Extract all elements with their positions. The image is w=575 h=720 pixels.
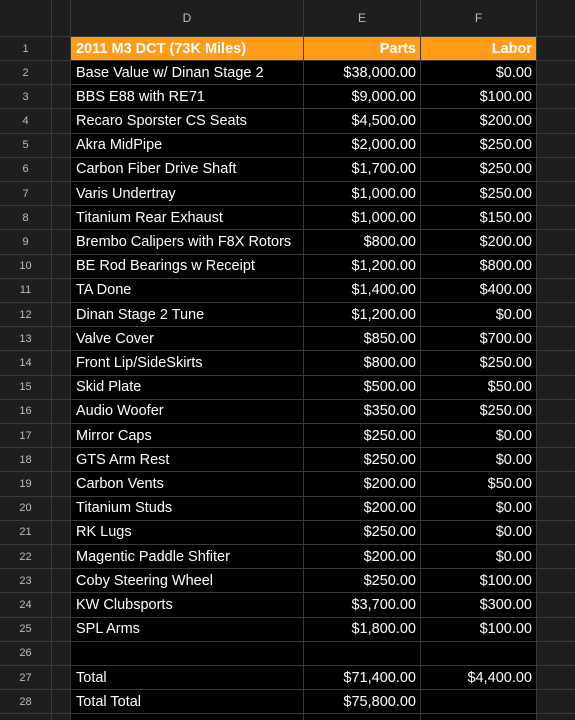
- table-row: [0, 400, 575, 424]
- table-row: [0, 327, 575, 351]
- row-number[interactable]: [0, 714, 52, 720]
- parts-cell[interactable]: $250.00: [304, 424, 421, 447]
- row-number[interactable]: 23: [0, 569, 52, 592]
- item-cell[interactable]: Total Total: [71, 690, 304, 713]
- item-cell[interactable]: SPL Arms: [71, 618, 304, 641]
- cell-c[interactable]: [52, 109, 71, 132]
- labor-cell[interactable]: $800.00: [421, 255, 537, 278]
- labor-cell[interactable]: $100.00: [421, 618, 537, 641]
- column-header-row: [0, 0, 575, 37]
- item-cell[interactable]: Base Value w/ Dinan Stage 2: [71, 61, 304, 84]
- item-cell[interactable]: Coby Steering Wheel: [71, 569, 304, 592]
- table-row: [0, 182, 575, 206]
- cell-c[interactable]: [52, 714, 71, 720]
- table-row: [0, 279, 575, 303]
- table-row: [0, 497, 575, 521]
- parts-cell[interactable]: [304, 714, 421, 720]
- row-number[interactable]: 24: [0, 593, 52, 616]
- cell-c[interactable]: [52, 327, 71, 350]
- row-number[interactable]: 16: [0, 400, 52, 423]
- parts-header-cell[interactable]: Parts: [304, 37, 421, 60]
- item-cell[interactable]: Akra MidPipe: [71, 134, 304, 157]
- table-row: [0, 255, 575, 279]
- table-row: [0, 690, 575, 714]
- item-cell[interactable]: Titanium Rear Exhaust: [71, 206, 304, 229]
- cell-c[interactable]: [52, 351, 71, 374]
- cell-g[interactable]: [537, 400, 575, 423]
- item-cell[interactable]: Magentic Paddle Shfiter: [71, 545, 304, 568]
- labor-cell[interactable]: $200.00: [421, 109, 537, 132]
- table-row: [0, 158, 575, 182]
- cell-c[interactable]: [52, 303, 71, 326]
- labor-cell[interactable]: $250.00: [421, 134, 537, 157]
- item-cell[interactable]: Front Lip/SideSkirts: [71, 351, 304, 374]
- cell-g[interactable]: [537, 618, 575, 641]
- cell-g[interactable]: [537, 714, 575, 720]
- cell-g[interactable]: [537, 593, 575, 616]
- parts-cell[interactable]: $850.00: [304, 327, 421, 350]
- cell-g[interactable]: [537, 255, 575, 278]
- row-number[interactable]: 5: [0, 134, 52, 157]
- cell-c[interactable]: [52, 497, 71, 520]
- table-row: [0, 472, 575, 496]
- cell-g[interactable]: [537, 182, 575, 205]
- item-cell[interactable]: [71, 642, 304, 665]
- cell-c[interactable]: [52, 61, 71, 84]
- cell-c[interactable]: [52, 424, 71, 447]
- table-row: [0, 424, 575, 448]
- parts-cell[interactable]: $250.00: [304, 569, 421, 592]
- parts-cell[interactable]: $1,200.00: [304, 255, 421, 278]
- labor-cell[interactable]: $200.00: [421, 230, 537, 253]
- cell-c[interactable]: [52, 400, 71, 423]
- cell-c[interactable]: [52, 279, 71, 302]
- labor-cell[interactable]: $150.00: [421, 206, 537, 229]
- parts-cell[interactable]: $350.00: [304, 400, 421, 423]
- row-number[interactable]: 7: [0, 182, 52, 205]
- cell-g[interactable]: [537, 61, 575, 84]
- item-cell[interactable]: BE Rod Bearings w Receipt: [71, 255, 304, 278]
- item-cell[interactable]: [71, 714, 304, 720]
- table-row: [0, 109, 575, 133]
- labor-cell[interactable]: $400.00: [421, 279, 537, 302]
- cell-g[interactable]: [537, 545, 575, 568]
- cell-c[interactable]: [52, 521, 71, 544]
- labor-cell[interactable]: $250.00: [421, 158, 537, 181]
- parts-cell[interactable]: $200.00: [304, 497, 421, 520]
- cell-g[interactable]: [537, 521, 575, 544]
- row-number[interactable]: 14: [0, 351, 52, 374]
- item-cell[interactable]: Titanium Studs: [71, 497, 304, 520]
- parts-cell[interactable]: $800.00: [304, 351, 421, 374]
- table-row: [0, 351, 575, 375]
- parts-cell[interactable]: $250.00: [304, 448, 421, 471]
- cell-c[interactable]: [52, 690, 71, 713]
- row-number[interactable]: 27: [0, 666, 52, 689]
- row-number[interactable]: 12: [0, 303, 52, 326]
- row-number[interactable]: 13: [0, 327, 52, 350]
- table-row: [0, 569, 575, 593]
- item-cell[interactable]: Audio Woofer: [71, 400, 304, 423]
- row-number[interactable]: 18: [0, 448, 52, 471]
- labor-cell[interactable]: $50.00: [421, 376, 537, 399]
- parts-cell[interactable]: $1,000.00: [304, 182, 421, 205]
- cell-g[interactable]: [537, 351, 575, 374]
- table-row: [0, 642, 575, 666]
- parts-cell[interactable]: $200.00: [304, 545, 421, 568]
- column-header-e[interactable]: E: [304, 0, 421, 36]
- item-cell[interactable]: Carbon Vents: [71, 472, 304, 495]
- cell-c[interactable]: [52, 182, 71, 205]
- cell-g[interactable]: [537, 279, 575, 302]
- cell-g[interactable]: [537, 85, 575, 108]
- labor-cell[interactable]: $0.00: [421, 521, 537, 544]
- cell-c[interactable]: [52, 158, 71, 181]
- parts-cell[interactable]: $71,400.00: [304, 666, 421, 689]
- item-cell[interactable]: Mirror Caps: [71, 424, 304, 447]
- labor-cell[interactable]: $300.00: [421, 593, 537, 616]
- parts-cell[interactable]: $1,400.00: [304, 279, 421, 302]
- column-header-f[interactable]: F: [421, 0, 537, 36]
- parts-cell[interactable]: $250.00: [304, 521, 421, 544]
- parts-cell[interactable]: $2,000.00: [304, 134, 421, 157]
- parts-cell[interactable]: $9,000.00: [304, 85, 421, 108]
- column-header-d[interactable]: D: [71, 0, 304, 36]
- labor-cell[interactable]: $4,400.00: [421, 666, 537, 689]
- row-number[interactable]: 4: [0, 109, 52, 132]
- labor-cell[interactable]: $0.00: [421, 424, 537, 447]
- table-row: [0, 230, 575, 254]
- row-number[interactable]: 11: [0, 279, 52, 302]
- parts-cell[interactable]: $1,700.00: [304, 158, 421, 181]
- labor-cell[interactable]: [421, 642, 537, 665]
- table-row: [0, 376, 575, 400]
- row-number[interactable]: 8: [0, 206, 52, 229]
- cell-g[interactable]: [537, 327, 575, 350]
- cell-c[interactable]: [52, 666, 71, 689]
- row-number[interactable]: 3: [0, 85, 52, 108]
- column-header-gap: [52, 0, 71, 36]
- table-row: [0, 714, 575, 720]
- labor-cell[interactable]: $0.00: [421, 61, 537, 84]
- item-cell[interactable]: Valve Cover: [71, 327, 304, 350]
- cell-c[interactable]: [52, 85, 71, 108]
- table-row: [0, 593, 575, 617]
- cell-g[interactable]: [537, 569, 575, 592]
- item-cell[interactable]: Carbon Fiber Drive Shaft: [71, 158, 304, 181]
- column-header-g[interactable]: [537, 0, 575, 36]
- cell-c[interactable]: [52, 255, 71, 278]
- row-number[interactable]: 26: [0, 642, 52, 665]
- labor-cell[interactable]: $250.00: [421, 182, 537, 205]
- cell-g[interactable]: [537, 424, 575, 447]
- cell-c[interactable]: [52, 472, 71, 495]
- item-cell[interactable]: Varis Undertray: [71, 182, 304, 205]
- row-number[interactable]: 15: [0, 376, 52, 399]
- row-number[interactable]: 6: [0, 158, 52, 181]
- parts-cell[interactable]: [304, 642, 421, 665]
- parts-cell[interactable]: $200.00: [304, 472, 421, 495]
- cell-c[interactable]: [52, 618, 71, 641]
- row-number[interactable]: 10: [0, 255, 52, 278]
- labor-cell[interactable]: $100.00: [421, 569, 537, 592]
- cell-c[interactable]: [52, 569, 71, 592]
- row-number[interactable]: 9: [0, 230, 52, 253]
- item-cell[interactable]: GTS Arm Rest: [71, 448, 304, 471]
- labor-cell[interactable]: $50.00: [421, 472, 537, 495]
- table-row: [0, 303, 575, 327]
- table-row: [0, 521, 575, 545]
- parts-cell[interactable]: $1,000.00: [304, 206, 421, 229]
- cell-g[interactable]: [537, 472, 575, 495]
- cell-c[interactable]: [52, 134, 71, 157]
- cell-g[interactable]: [537, 690, 575, 713]
- cell-g[interactable]: [537, 134, 575, 157]
- item-cell[interactable]: Total: [71, 666, 304, 689]
- parts-cell[interactable]: $500.00: [304, 376, 421, 399]
- item-cell[interactable]: Recaro Sporster CS Seats: [71, 109, 304, 132]
- item-cell[interactable]: BBS E88 with RE71: [71, 85, 304, 108]
- cell-c[interactable]: [52, 206, 71, 229]
- item-cell[interactable]: Dinan Stage 2 Tune: [71, 303, 304, 326]
- labor-header-cell[interactable]: Labor: [421, 37, 537, 60]
- cell-g[interactable]: [537, 666, 575, 689]
- row-number[interactable]: 28: [0, 690, 52, 713]
- parts-cell[interactable]: $4,500.00: [304, 109, 421, 132]
- labor-cell[interactable]: $0.00: [421, 303, 537, 326]
- row-number[interactable]: 21: [0, 521, 52, 544]
- parts-cell[interactable]: $800.00: [304, 230, 421, 253]
- table-row: [0, 206, 575, 230]
- cell-g[interactable]: [537, 376, 575, 399]
- labor-cell[interactable]: $250.00: [421, 351, 537, 374]
- parts-cell[interactable]: $38,000.00: [304, 61, 421, 84]
- cell-g[interactable]: [537, 158, 575, 181]
- row-number[interactable]: 20: [0, 497, 52, 520]
- table-row: [0, 666, 575, 690]
- labor-cell[interactable]: $0.00: [421, 497, 537, 520]
- labor-cell[interactable]: $700.00: [421, 327, 537, 350]
- cell-c[interactable]: [52, 376, 71, 399]
- table-row: [0, 134, 575, 158]
- cell-g[interactable]: [537, 37, 575, 60]
- cell-g[interactable]: [537, 206, 575, 229]
- row-number[interactable]: 17: [0, 424, 52, 447]
- row-number[interactable]: 1: [0, 37, 52, 60]
- item-cell[interactable]: Skid Plate: [71, 376, 304, 399]
- cell-g[interactable]: [537, 497, 575, 520]
- cell-c[interactable]: [52, 230, 71, 253]
- labor-cell[interactable]: $0.00: [421, 545, 537, 568]
- labor-cell[interactable]: [421, 714, 537, 720]
- cell-g[interactable]: [537, 642, 575, 665]
- parts-cell[interactable]: $1,200.00: [304, 303, 421, 326]
- item-cell[interactable]: RK Lugs: [71, 521, 304, 544]
- cell-g[interactable]: [537, 230, 575, 253]
- cell-c[interactable]: [52, 642, 71, 665]
- labor-cell[interactable]: $0.00: [421, 448, 537, 471]
- title-row: [0, 37, 575, 61]
- table-row: [0, 618, 575, 642]
- table-row: [0, 85, 575, 109]
- cell-c[interactable]: [52, 37, 71, 60]
- table-row: [0, 448, 575, 472]
- labor-cell[interactable]: [421, 690, 537, 713]
- item-cell[interactable]: TA Done: [71, 279, 304, 302]
- parts-cell[interactable]: $3,700.00: [304, 593, 421, 616]
- row-number[interactable]: 25: [0, 618, 52, 641]
- select-all-corner[interactable]: [0, 0, 52, 36]
- cell-c[interactable]: [52, 448, 71, 471]
- item-cell[interactable]: Brembo Calipers with F8X Rotors: [71, 230, 304, 253]
- parts-cell[interactable]: $1,800.00: [304, 618, 421, 641]
- labor-cell[interactable]: $250.00: [421, 400, 537, 423]
- cell-g[interactable]: [537, 109, 575, 132]
- table-row: [0, 61, 575, 85]
- row-number[interactable]: 2: [0, 61, 52, 84]
- row-number[interactable]: 19: [0, 472, 52, 495]
- cell-g[interactable]: [537, 303, 575, 326]
- table-row: [0, 545, 575, 569]
- item-cell[interactable]: KW Clubsports: [71, 593, 304, 616]
- row-number[interactable]: 22: [0, 545, 52, 568]
- title-cell[interactable]: 2011 M3 DCT (73K Miles): [71, 37, 304, 60]
- cell-c[interactable]: [52, 545, 71, 568]
- cell-g[interactable]: [537, 448, 575, 471]
- cell-c[interactable]: [52, 593, 71, 616]
- labor-cell[interactable]: $100.00: [421, 85, 537, 108]
- parts-cell[interactable]: $75,800.00: [304, 690, 421, 713]
